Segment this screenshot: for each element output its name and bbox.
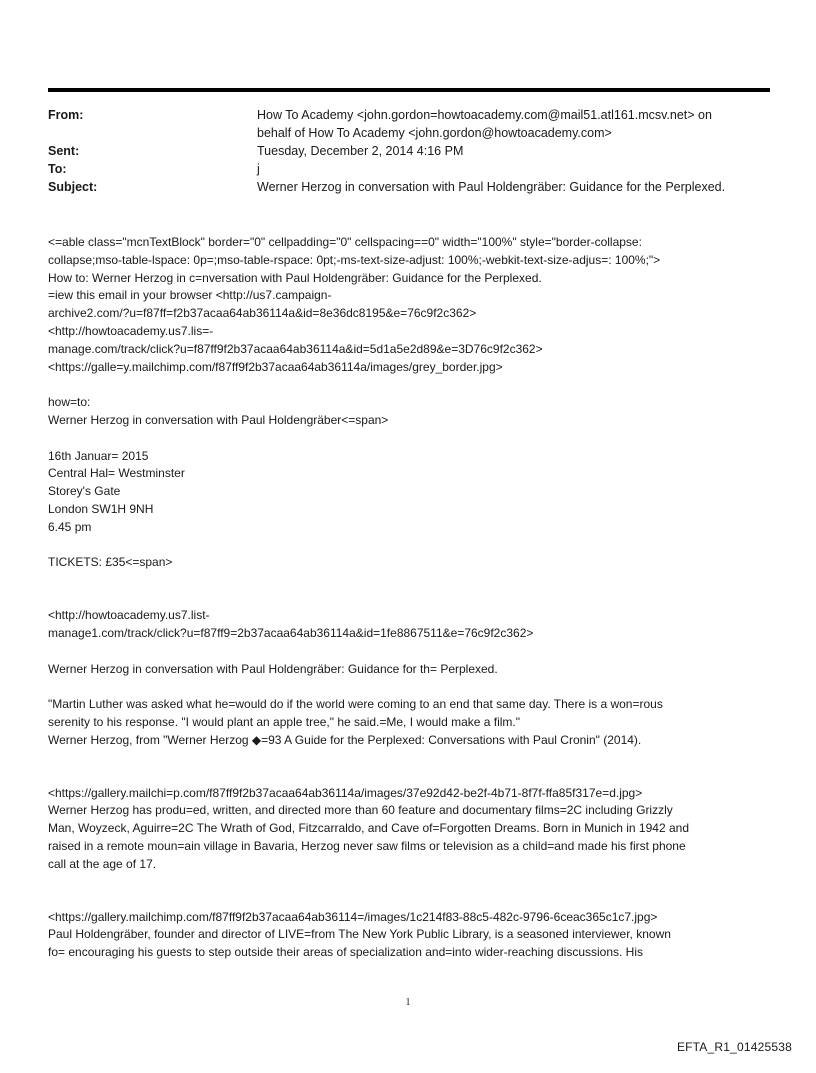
body-line: manage.com/track/click?u=f87ff9f2b37acaa64ab36114a&id=5d1a5e2d89&e=3D76c9f2c362>	[48, 341, 543, 356]
quote-source: Werner Herzog, from "Werner Herzog ◆=93 A Guide for the Perplexed: Conversations with Paul Cronin" (2014).	[48, 732, 642, 747]
body-line: <https://galle=y.mailchimp.com/f87ff9f2b37acaa64ab36114a/images/grey_border.jpg>	[48, 359, 503, 374]
bio-line: fo= encouraging his guests to step outside their areas of specialization and=into wider-reaching discussions. His	[48, 945, 644, 960]
to-label: To:	[48, 162, 67, 176]
tickets-line: TICKETS: £35<=span>	[48, 555, 173, 570]
to-value: j	[257, 162, 260, 176]
bio-line: Man, Woyzeck, Aguirre=2C The Wrath of God, Fitzcarraldo, and Cave of=Forgotten Dreams. Born in Munich in 1942 and	[48, 821, 689, 836]
event-city: London SW1H 9NH	[48, 501, 154, 516]
email-body	[48, 234, 770, 962]
document-id: EFTA_R1_01425538	[676, 1040, 792, 1054]
body-line: =iew this email in your browser <http://us7.campaign-	[48, 288, 332, 303]
from-value-line1: How To Academy <john.gordon=howtoacademy.com@mail51.atl161.mcsv.net> on	[257, 108, 712, 122]
body-line: collapse;mso-table-lspace: 0p=;mso-table-rspace: 0pt;-ms-text-size-adjust: 100%;-webkit-text-size-adjus=: 100%;">	[48, 252, 661, 267]
body-line: How to: Werner Herzog in c=nversation with Paul Holdengräber: Guidance for the Perplexed.	[48, 270, 542, 285]
from-row	[48, 106, 770, 142]
body-line: <=able class="mcnTextBlock" border="0" cellpadding="0" cellspacing==0" width="100%" style="border-collapse:	[48, 235, 642, 249]
body-line: <http://howtoacademy.us7.list-	[48, 608, 210, 623]
from-value-line2: behalf of How To Academy <john.gordon@howtoacademy.com>	[257, 126, 612, 140]
bio-line: Paul Holdengräber, founder and director of LIVE=from The New York Public Library, is a seasoned interviewer, known	[48, 927, 671, 942]
body-line: archive2.com/?u=f87ff=f2b37acaa64ab36114a&id=8e36dc8195&e=76c9f2c362>	[48, 306, 477, 321]
subject-label: Subject:	[48, 180, 98, 194]
bio-line: call at the age of 17.	[48, 856, 157, 871]
quote-line: "Martin Luther was asked what he=would do if the world were coming to an end that same day. There is a won=rous	[48, 697, 663, 712]
email-header	[48, 106, 770, 196]
quote-line: serenity to his response. "I would plant an apple tree," he said.=Me, I would make a film."	[48, 714, 521, 729]
subject-row	[48, 178, 770, 196]
from-value	[257, 106, 770, 142]
bio-line: Werner Herzog has produ=ed, written, and directed more than 60 feature and documentary films=2C including Grizzly	[48, 803, 673, 818]
from-label: From:	[48, 108, 84, 122]
body-line: <http://howtoacademy.us7.lis=-	[48, 323, 214, 338]
body-line: Werner Herzog in conversation with Paul Holdengräber: Guidance for th= Perplexed.	[48, 661, 498, 676]
sent-label: Sent:	[48, 144, 80, 158]
event-date: 16th Januar= 2015	[48, 448, 149, 463]
sent-row	[48, 142, 770, 160]
body-line: how=to:	[48, 395, 91, 410]
event-street: Storey's Gate	[48, 484, 121, 499]
body-line: <https://gallery.mailchi=p.com/f87ff9f2b37acaa64ab36114a/images/37e92d42-be2f-4b71-8f7f-ffa85f317e=d.jpg>	[48, 785, 643, 800]
event-time: 6.45 pm	[48, 519, 92, 534]
sent-value: Tuesday, December 2, 2014 4:16 PM	[257, 144, 464, 158]
body-line: manage1.com/track/click?u=f87ff9=2b37acaa64ab36114a&id=1fe8867511&e=76c9f2c362>	[48, 625, 534, 640]
bio-line: raised in a remote moun=ain village in Bavaria, Herzog never saw films or television as a child=and made his first phone	[48, 838, 686, 853]
body-line: Werner Herzog in conversation with Paul Holdengräber<=span>	[48, 412, 389, 427]
header-rule	[48, 88, 770, 92]
body-line: <https://gallery.mailchimp.com/f87ff9f2b37acaa64ab36114=/images/1c214f83-88c5-482c-9796-6ceac365c1c7.jpg>	[48, 909, 658, 924]
page-number: 1	[405, 997, 411, 1008]
subject-value: Werner Herzog in conversation with Paul Holdengräber: Guidance for the Perplexed.	[257, 180, 726, 194]
event-venue: Central Hal= Westminster	[48, 466, 185, 481]
to-row	[48, 160, 770, 178]
